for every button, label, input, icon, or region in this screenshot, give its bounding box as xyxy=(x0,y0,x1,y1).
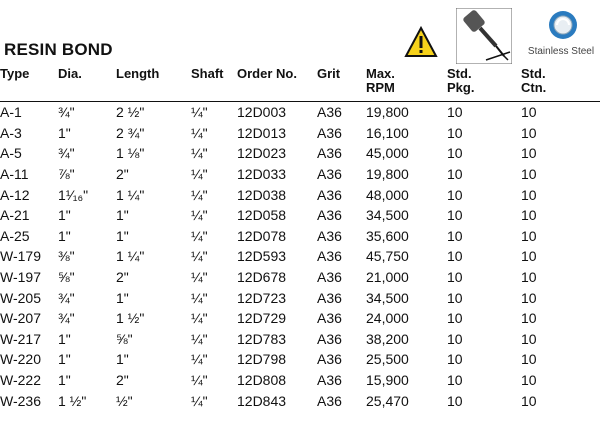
table-cell: 45,000 xyxy=(366,145,409,162)
table-cell: 1 ¼" xyxy=(116,248,145,265)
table-cell: 10 xyxy=(521,104,537,121)
column-header xyxy=(116,67,191,102)
table-cell: 10 xyxy=(521,392,537,409)
table-cell: 12D723 xyxy=(237,289,287,306)
table-cell: ¼" xyxy=(191,372,208,389)
table-row xyxy=(0,246,600,267)
table-cell: 12D058 xyxy=(237,207,287,224)
table-cell: 1" xyxy=(116,207,129,224)
table-cell: A36 xyxy=(317,330,342,347)
table-cell: A36 xyxy=(317,207,342,224)
table-row xyxy=(0,226,600,247)
table-cell: A36 xyxy=(317,186,342,203)
table-cell: ¼" xyxy=(191,186,208,203)
table-cell: 10 xyxy=(447,124,463,141)
table-cell: A36 xyxy=(317,351,342,368)
table-cell: 10 xyxy=(447,289,463,306)
icon-group xyxy=(400,6,600,66)
table-cell: 10 xyxy=(447,269,463,286)
table-cell: W-220 xyxy=(0,351,41,368)
table-row xyxy=(0,123,600,144)
table-cell: ¼" xyxy=(191,145,208,162)
table-cell: A-11 xyxy=(0,166,29,183)
table-cell: A-12 xyxy=(0,186,30,203)
table-cell: 12D843 xyxy=(237,392,287,409)
table-cell: 1" xyxy=(58,227,71,244)
table-cell: 12D078 xyxy=(237,227,287,244)
table-cell: 10 xyxy=(521,124,537,141)
table-cell: A36 xyxy=(317,289,342,306)
table-cell: ⅝" xyxy=(58,269,75,286)
column-header xyxy=(447,67,521,102)
table-cell: 10 xyxy=(447,372,463,389)
table-cell: 1 ¼" xyxy=(116,186,145,203)
table-cell: ¾" xyxy=(58,145,75,162)
table-cell: 1" xyxy=(58,124,71,141)
table-cell: ¼" xyxy=(191,392,208,409)
table-row xyxy=(0,370,600,391)
table-cell: 12D023 xyxy=(237,145,287,162)
table-cell: 10 xyxy=(447,392,463,409)
table-cell: 25,470 xyxy=(366,392,409,409)
stainless-steel-icon xyxy=(548,10,578,40)
column-header xyxy=(317,67,366,102)
table-cell: A36 xyxy=(317,104,342,121)
table-cell: 12D808 xyxy=(237,372,287,389)
table-cell: 34,500 xyxy=(366,289,409,306)
table-cell: 12D593 xyxy=(237,248,287,265)
table-cell: 21,000 xyxy=(366,269,409,286)
table-cell: ¾" xyxy=(58,104,75,121)
table-cell: A-25 xyxy=(0,227,30,244)
resin-bond-table xyxy=(0,67,600,411)
table-cell: 10 xyxy=(447,351,463,368)
table-cell: ¼" xyxy=(191,289,208,306)
column-header xyxy=(237,67,317,102)
table-row xyxy=(0,164,600,185)
table-cell: ¼" xyxy=(191,248,208,265)
table-cell: 1 ½" xyxy=(58,392,87,409)
stainless-steel-label: Stainless Steel xyxy=(527,46,595,57)
table-cell: 12D038 xyxy=(237,186,287,203)
table-cell: W-179 xyxy=(0,248,41,265)
table-cell: 10 xyxy=(521,166,537,183)
table-cell: 10 xyxy=(447,145,463,162)
table-cell: ¼" xyxy=(191,104,208,121)
table-cell: W-207 xyxy=(0,310,41,327)
table-cell: ¼" xyxy=(191,166,208,183)
table-row xyxy=(0,349,600,370)
table-cell: W-236 xyxy=(0,392,41,409)
column-header-line1: Type xyxy=(0,66,30,81)
table-cell: A36 xyxy=(317,227,342,244)
table-cell: 10 xyxy=(521,330,537,347)
table-cell: 1" xyxy=(58,372,71,389)
column-header xyxy=(58,67,116,102)
table-cell: ¾" xyxy=(58,289,75,306)
table-cell: 12D678 xyxy=(237,269,287,286)
column-header-line2: RPM xyxy=(366,80,395,95)
table-cell: 10 xyxy=(521,207,537,224)
table-cell: ⅜" xyxy=(58,248,75,265)
table-cell: 12D003 xyxy=(237,104,287,121)
table-cell: 10 xyxy=(521,227,537,244)
table-cell: 2 ¾" xyxy=(116,124,145,141)
table-cell: 1" xyxy=(58,207,71,224)
table-cell: ⅞" xyxy=(58,166,75,183)
table-cell: A-1 xyxy=(0,104,22,121)
table-cell: 10 xyxy=(521,186,537,203)
table-cell: 34,500 xyxy=(366,207,409,224)
table-row xyxy=(0,287,600,308)
table-cell: ¼" xyxy=(191,310,208,327)
table-cell: 10 xyxy=(447,330,463,347)
table-cell: W-205 xyxy=(0,289,41,306)
table-cell: ¼" xyxy=(191,351,208,368)
column-header-line1: Std. xyxy=(521,66,546,81)
table-cell: 10 xyxy=(447,104,463,121)
table-cell: A-21 xyxy=(0,207,30,224)
table-cell: A-5 xyxy=(0,145,22,162)
section-title: RESIN BOND xyxy=(4,40,113,59)
table-cell: 12D013 xyxy=(237,124,287,141)
table-cell: 10 xyxy=(447,207,463,224)
table-cell: 10 xyxy=(447,248,463,265)
column-header-line1: Std. xyxy=(447,66,472,81)
table-cell: A36 xyxy=(317,166,342,183)
table-row xyxy=(0,390,600,411)
table-cell: 10 xyxy=(447,166,463,183)
table-cell: 35,600 xyxy=(366,227,409,244)
table-row xyxy=(0,143,600,164)
table-cell: 10 xyxy=(521,351,537,368)
table-cell: ¼" xyxy=(191,124,208,141)
table-cell: ¼" xyxy=(191,227,208,244)
column-header-line2: Ctn. xyxy=(521,80,547,95)
grinding-tool-icon xyxy=(456,8,512,64)
table-cell: 1" xyxy=(116,289,129,306)
table-cell: 1" xyxy=(116,227,129,244)
table-cell: 10 xyxy=(521,145,537,162)
table-cell: 2" xyxy=(116,269,129,286)
table-cell: 45,750 xyxy=(366,248,409,265)
table-cell: 12D783 xyxy=(237,330,287,347)
table-cell: 1 ⅛" xyxy=(116,145,145,162)
table-cell: W-197 xyxy=(0,269,41,286)
column-header xyxy=(191,67,237,102)
table-cell: A-3 xyxy=(0,124,22,141)
column-header-line1: Shaft xyxy=(191,66,224,81)
table-cell: 2" xyxy=(116,372,129,389)
table-cell: 25,500 xyxy=(366,351,409,368)
table-cell: 1¹⁄₁₆" xyxy=(58,186,89,203)
table-cell: 38,200 xyxy=(366,330,409,347)
column-header-line1: Length xyxy=(116,66,160,81)
column-header-line1: Order No. xyxy=(237,66,297,81)
column-header xyxy=(0,67,58,102)
table-cell: A36 xyxy=(317,124,342,141)
table-row xyxy=(0,308,600,329)
warning-icon xyxy=(404,26,438,58)
table-cell: 48,000 xyxy=(366,186,409,203)
table-cell: 2" xyxy=(116,166,129,183)
table-cell: ¼" xyxy=(191,207,208,224)
table-cell: 12D798 xyxy=(237,351,287,368)
table-cell: A36 xyxy=(317,269,342,286)
table-cell: 1 ½" xyxy=(116,310,145,327)
table-cell: 2 ½" xyxy=(116,104,145,121)
table-row xyxy=(0,102,600,123)
column-header xyxy=(521,67,600,102)
table-cell: A36 xyxy=(317,372,342,389)
table-cell: A36 xyxy=(317,392,342,409)
table-cell: 12D729 xyxy=(237,310,287,327)
table-cell: 10 xyxy=(521,269,537,286)
table-cell: 16,100 xyxy=(366,124,409,141)
table-cell: 19,800 xyxy=(366,166,409,183)
table-cell: ¼" xyxy=(191,269,208,286)
table-cell: 24,000 xyxy=(366,310,409,327)
table-cell: 1" xyxy=(116,351,129,368)
table-cell: A36 xyxy=(317,248,342,265)
table-cell: 10 xyxy=(521,248,537,265)
table-cell: 12D033 xyxy=(237,166,287,183)
table-cell: A36 xyxy=(317,145,342,162)
table-cell: ½" xyxy=(116,392,133,409)
table-row xyxy=(0,205,600,226)
table-cell: ¼" xyxy=(191,330,208,347)
table-cell: 10 xyxy=(521,310,537,327)
table-cell: 10 xyxy=(521,372,537,389)
column-header-line2: Pkg. xyxy=(447,80,475,95)
table-cell: 1" xyxy=(58,330,71,347)
table-cell: 10 xyxy=(447,310,463,327)
column-header-line1: Grit xyxy=(317,66,341,81)
table-cell: 10 xyxy=(447,186,463,203)
table-cell: W-222 xyxy=(0,372,41,389)
table-cell: ⅝" xyxy=(116,330,133,347)
table-row xyxy=(0,329,600,350)
table-body xyxy=(0,102,600,411)
column-header xyxy=(366,67,447,102)
table-header-row xyxy=(0,67,600,102)
table-cell: 19,800 xyxy=(366,104,409,121)
table-cell: 10 xyxy=(521,289,537,306)
table-cell: W-217 xyxy=(0,330,41,347)
table-cell: 1" xyxy=(58,351,71,368)
table-row xyxy=(0,184,600,205)
column-header-line1: Max. xyxy=(366,66,395,81)
table-cell: 15,900 xyxy=(366,372,409,389)
table-cell: ¾" xyxy=(58,310,75,327)
table-cell: A36 xyxy=(317,310,342,327)
column-header-line1: Dia. xyxy=(58,66,82,81)
table-row xyxy=(0,267,600,288)
table-cell: 10 xyxy=(447,227,463,244)
